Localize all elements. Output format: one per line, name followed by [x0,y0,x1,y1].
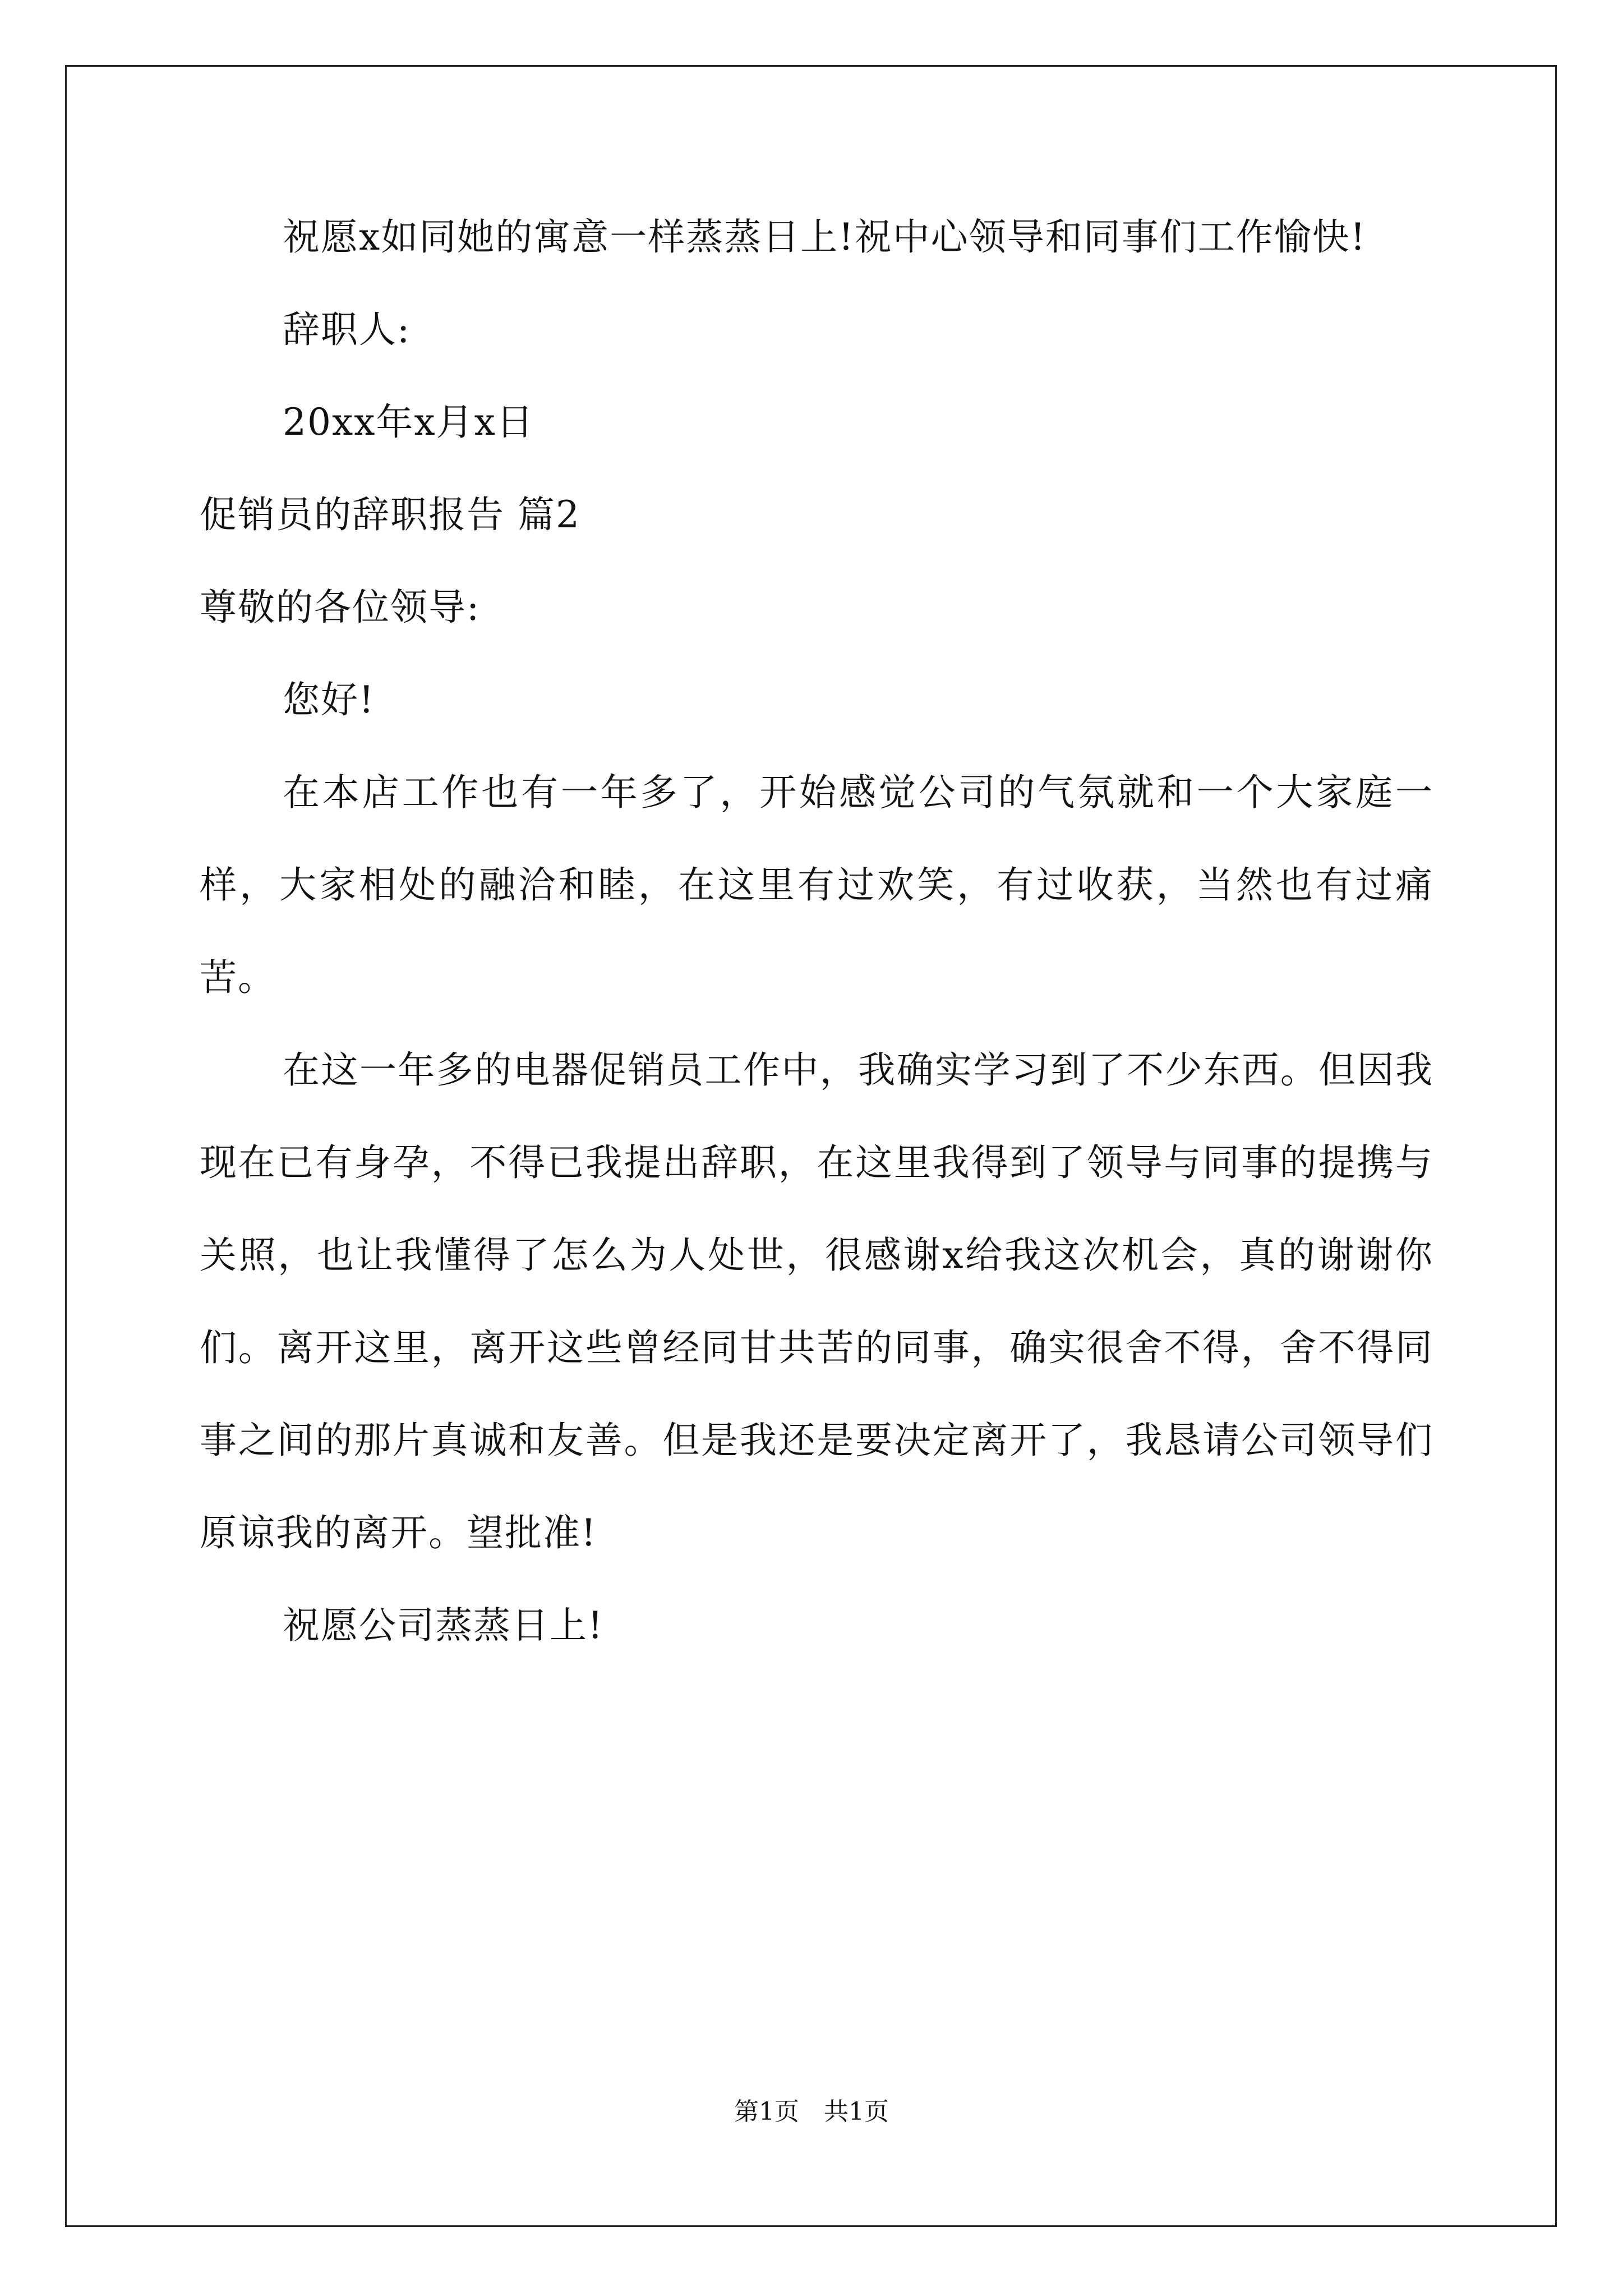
document-body [200,191,1433,1672]
closing-wish: 祝愿公司蒸蒸日上! [283,1604,604,1647]
greeting: 您好! [283,678,375,721]
signature-label: 辞职人: [283,308,411,351]
body-paragraph-2: 在这一年多的电器促销员工作中，我确实学习到了不少东西。但因我现在已有身孕，不得已我提出辞职，在这里我得到了领导与同事的提携与关照，也让我懂得了怎么为人处世，很感谢x给我这次机会，真的谢谢你们。离开这里，离开这些曾经同甘共苦的同事，确实很舍不得，舍不得同事之间的那片真诚和友善。但是我还是要决定离开了，我恳请公司领导们原谅我的离开。望批准! [200,1048,1433,1554]
section-title: 促销员的辞职报告 篇2 [200,493,580,536]
closing-wish-paragraph: 祝愿x如同她的寓意一样蒸蒸日上!祝中心领导和同事们工作愉快! [283,215,1367,259]
page-footer: 第1页 共1页 [734,2097,889,2126]
salutation: 尊敬的各位领导: [200,586,481,629]
date-line: 20xx年x月x日 [283,401,534,444]
body-paragraph-1: 在本店工作也有一年多了，开始感觉公司的气氛就和一个大家庭一样，大家相处的融洽和睦，在这里有过欢笑，有过收获，当然也有过痛苦。 [200,771,1433,999]
